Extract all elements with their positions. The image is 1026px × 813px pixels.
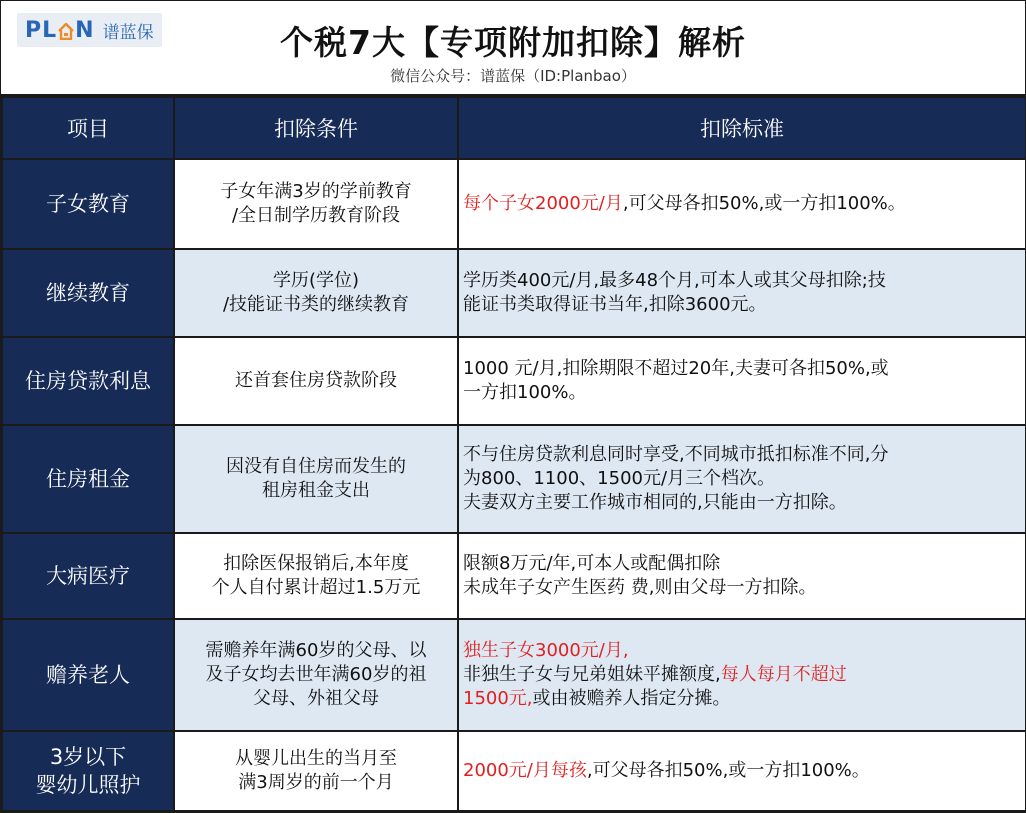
condition-text: 租房租金支出 [262,480,370,501]
item-cell [2,425,174,533]
standard-cell [458,249,1026,337]
condition-text: 学历(学位) [272,270,360,291]
standard-cell [458,731,1026,811]
condition-text: 扣除医保报销后,本年度 [223,553,409,574]
standard-highlight-text: 每个子女2000元/月 [463,193,623,214]
item-cell [2,619,174,731]
condition-text: 还首套住房贷款阶段 [235,370,397,391]
standard-text: 能证书类取得证书当年,扣除3600元。 [463,294,767,315]
header [1,1,1025,96]
table-row [2,337,1026,425]
item-cell [2,533,174,619]
item-text: 大病医疗 [46,564,130,588]
standard-line [463,357,1021,381]
standard-text: ,可父母各扣50%,或一方扣100%。 [622,193,906,214]
standard-line [463,552,1021,576]
standard-line [463,443,1021,467]
standard-text: 1000 元/月,扣除期限不超过20年,夫妻可各扣50%,或 [463,358,889,379]
logo-brand-name: 谱蓝保 [102,22,154,43]
page-title: 个税7大【专项附加扣除】解析 [280,23,746,62]
column-header-item: 项目 [2,97,174,159]
condition-cell [174,533,458,619]
standard-highlight-text: 2000元/月每孩 [463,760,587,781]
item-text: 赡养老人 [46,663,130,687]
condition-text: 子女年满3岁的学前教育 [220,181,412,202]
column-header-condition: 扣除条件 [174,97,458,159]
standard-line [463,192,1021,216]
condition-cell [174,619,458,731]
standard-text: 或由被赡养人指定分摊。 [532,688,731,709]
standard-highlight-text: 独生子女3000元/月, [463,640,629,661]
standard-line [463,269,1021,293]
standard-cell [458,533,1026,619]
condition-text: 需赡养年满60岁的父母、以 [205,640,427,661]
condition-text: /技能证书类的继续教育 [222,294,410,315]
standard-cell [458,159,1026,249]
standard-text: 限额8万元/年,可本人或配偶扣除 [463,553,721,574]
table-row [2,533,1026,619]
condition-text: 从婴儿出生的当月至 [235,748,397,769]
table-row [2,249,1026,337]
item-cell [2,159,174,249]
standard-line [463,381,1021,405]
standard-line [463,663,1021,687]
table-header-row [2,97,1026,159]
condition-cell [174,731,458,811]
logo-text-pl: PL [25,17,58,43]
table-row [2,731,1026,811]
standard-cell [458,619,1026,731]
standard-text: 夫妻双方主要工作城市相同的,只能由一方扣除。 [463,492,847,513]
standard-text: 非独生子女与兄弟姐妹平摊额度, [463,664,721,685]
item-text: 继续教育 [46,281,130,305]
condition-text: 及子女均去世年满60岁的祖 [205,664,427,685]
standard-text: ,可父母各扣50%,或一方扣100%。 [586,760,870,781]
deduction-table [1,96,1026,812]
condition-text: /全日制学历教育阶段 [231,205,401,226]
standard-line [463,467,1021,491]
table-row [2,425,1026,533]
standard-text: 不与住房贷款利息同时享受,不同城市抵扣标准不同,分 [463,444,889,465]
standard-text: 未成年子女产生医药 费,则由父母一方扣除。 [463,577,817,598]
standard-line [463,293,1021,317]
logo-text-n: N [75,17,95,43]
page-subtitle: 微信公众号：谱蓝保（ID:Planbao） [390,67,636,85]
item-text: 住房租金 [46,467,130,491]
condition-text: 满3周岁的前一个月 [238,772,394,793]
standard-text: 一方扣100%。 [463,382,587,403]
table-body [2,159,1026,811]
condition-cell [174,337,458,425]
condition-text: 个人自付累计超过1.5万元 [211,577,421,598]
table-row [2,619,1026,731]
condition-cell [174,425,458,533]
standard-line [463,687,1021,711]
standard-cell [458,425,1026,533]
condition-cell [174,249,458,337]
item-cell [2,249,174,337]
standard-highlight-text: 每人每月不超过 [720,664,847,685]
table-row [2,159,1026,249]
standard-text: 为800、1100、1500元/月三个档次。 [463,468,776,489]
item-text: 住房贷款利息 [25,369,151,393]
condition-cell [174,159,458,249]
standard-line [463,759,1021,783]
standard-line [463,639,1021,663]
item-cell [2,731,174,811]
standard-line [463,491,1021,515]
condition-text: 因没有自住房而发生的 [226,456,406,477]
standard-line [463,576,1021,600]
standard-cell [458,337,1026,425]
standard-highlight-text: 1500元, [463,688,533,709]
column-header-standard: 扣除标准 [458,97,1026,159]
item-text: 子女教育 [46,192,130,216]
item-text: 婴幼儿照护 [35,773,141,797]
condition-text: 父母、外祖父母 [253,688,379,709]
standard-text: 学历类400元/月,最多48个月,可本人或其父母扣除;技 [463,270,886,291]
item-text: 3岁以下 [49,745,127,769]
item-cell [2,337,174,425]
